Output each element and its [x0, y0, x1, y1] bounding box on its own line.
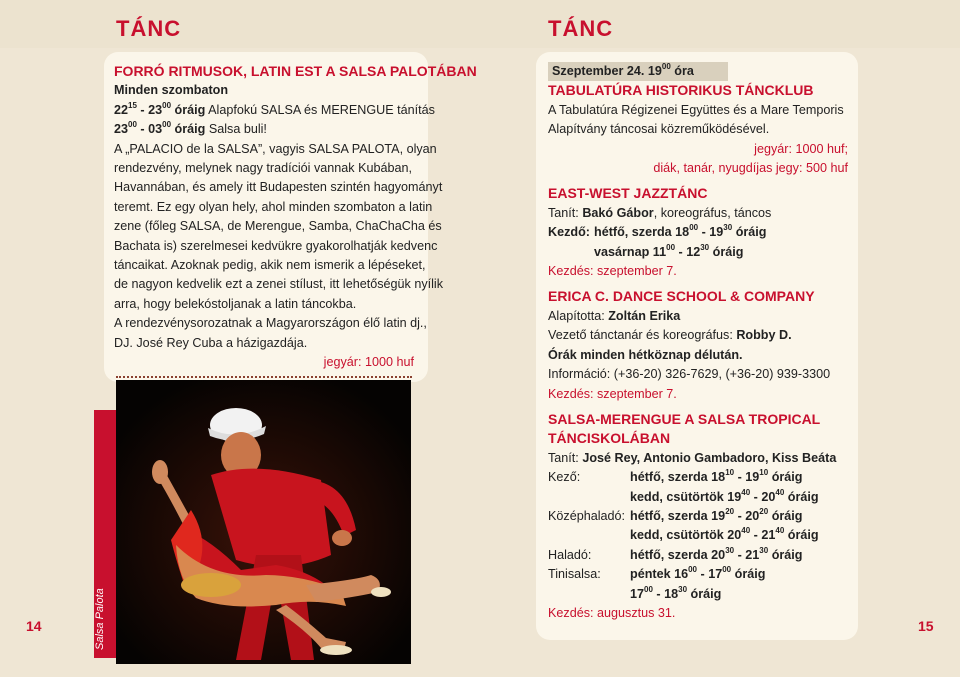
- left-article: [114, 62, 477, 373]
- schedule-row-label: Haladó:: [548, 547, 592, 562]
- salsa-tropical-title-2: TÁNCISKOLÁBAN: [548, 430, 671, 447]
- erica-founder: Alapította: Zoltán Erika: [548, 308, 681, 323]
- sidebar-caption: Salsa Palota: [94, 588, 106, 650]
- erica-lead: Vezető tánctanár és koreográfus: Robby D.: [548, 328, 792, 343]
- schedule-row-time: $17^{00} - 18^{30}$ óráig: [630, 584, 722, 601]
- tabulatura-title: TABULATÚRA HISTORIKUS TÁNCKLUB: [548, 82, 814, 99]
- tabulatura-line: Alapítvány táncosai közreműködésével.: [548, 122, 770, 137]
- schedule-row: [548, 565, 848, 584]
- body-line: rendezvény, melynek nagy tradíciói vannak Kubában,: [114, 161, 413, 176]
- page-number-right: 15: [918, 618, 934, 634]
- article-title: FORRÓ RITMUSOK, LATIN EST A SALSA PALOTÁBAN: [114, 63, 477, 79]
- erica-start: Kezdés: szeptember 7.: [548, 386, 677, 401]
- page-number-left: 14: [26, 618, 42, 634]
- salsa-tropical-title-1: SALSA-MERENGUE A SALSA TROPICAL: [548, 410, 821, 427]
- eastwest-schedule-row: Kezdő: hétfő, szerda $18^{00} - 19^{30}$ óráig: [548, 223, 767, 240]
- dancers-photo: [116, 380, 411, 664]
- body-line: teremt. Ez egy olyan hely, ahol minden szombaton a latin: [114, 199, 433, 214]
- schedule-row: [548, 546, 848, 565]
- body-line: Havannában, és amely itt Budapesten szintén hagyományt: [114, 180, 443, 195]
- salsa-tropical-teachers: Tanít: José Rey, Antonio Gambadoro, Kiss Beáta: [548, 450, 837, 465]
- article-subtitle: Minden szombaton: [114, 83, 229, 98]
- schedule-row: [548, 585, 848, 604]
- dotted-divider: [116, 376, 412, 378]
- body-line: zene (főleg SALSA, de Merengue, Samba, ChaChaCha és: [114, 219, 442, 234]
- body-line: Bachata is) szerelmesei kedvükre gyakorolhatják kedvenc: [114, 238, 438, 253]
- schedule-row-label: Kező:: [548, 470, 581, 485]
- right-page: [480, 0, 960, 677]
- tabulatura-price-reduced: diák, tanár, nyugdíjas jegy: 500 huf: [653, 161, 848, 176]
- schedule-row-time: hétfő, szerda $20^{30} - 21^{30}$ óráig: [630, 545, 803, 562]
- erica-info: Információ: (+36-20) 326-7629, (+36-20) 939-3300: [548, 367, 831, 382]
- schedule-row: [548, 526, 848, 545]
- schedule-row: [548, 468, 848, 487]
- schedule-row-time: kedd, csütörtök $19^{40} - 20^{40}$ óráig: [630, 487, 819, 504]
- schedule-row-label: Középhaladó:: [548, 508, 626, 523]
- salsa-tropical-start: Kezdés: augusztus 31.: [548, 605, 676, 620]
- schedule-row-time: kedd, csütörtök $20^{40} - 21^{40}$ óráig: [630, 526, 819, 543]
- body-line: arra, hogy belekóstoljanak a latin táncokba.: [114, 296, 357, 311]
- schedule-line-2: $23^{00} - 03^{00}$ óráig Salsa buli!: [114, 120, 267, 137]
- schedule-row-time: péntek $16^{00} - 17^{00}$ óráig: [630, 565, 766, 582]
- salsa-dancers-illustration: [116, 380, 411, 664]
- eastwest-start: Kezdés: szeptember 7.: [548, 264, 677, 279]
- body-line: de nagyon kedvelik ezt a zenei stílust, itt lehetőségük nyílik: [114, 277, 444, 292]
- tabulatura-price: jegyár: 1000 huf;: [754, 141, 848, 156]
- schedule-row-label: [548, 488, 630, 507]
- eastwest-title: EAST-WEST JAZZTÁNC: [548, 185, 708, 202]
- salsa-tropical-schedule: [548, 468, 848, 604]
- schedule-row-time: hétfő, szerda $19^{20} - 20^{20}$ óráig: [630, 506, 803, 523]
- schedule-row-label: Tinisalsa:: [548, 567, 601, 582]
- right-listings: [548, 62, 848, 623]
- schedule-row: [548, 488, 848, 507]
- schedule-line-1: $22^{15} - 23^{00}$ óráig Alapfokú SALSA és MERENGUE tánítás: [114, 100, 435, 117]
- left-heading: TÁNC: [116, 16, 182, 41]
- body-line: táncaikat. Azoknak pedig, akik nem ismerik a lépéseket,: [114, 258, 426, 273]
- body-line: A rendezvénysorozatnak a Magyarországon élő latin dj.,: [114, 316, 427, 331]
- schedule-row-label: [548, 585, 630, 604]
- erica-hours: Órák minden hétköznap délután.: [548, 347, 743, 362]
- right-heading: TÁNC: [548, 16, 614, 41]
- schedule-row: [548, 507, 848, 526]
- body-line: A „PALACIO de la SALSA”, vagyis SALSA PALOTA, olyan: [114, 141, 437, 156]
- schedule-row-time: hétfő, szerda $18^{10} - 19^{10}$ óráig: [630, 468, 803, 485]
- tabulatura-line: A Tabulatúra Régizenei Együttes és a Mare Temporis: [548, 102, 844, 117]
- ticket-price: jegyár: 1000 huf: [323, 355, 414, 370]
- eastwest-teacher: Tanít: Bakó Gábor, koreográfus, táncos: [548, 205, 772, 220]
- left-header-band: [0, 0, 480, 48]
- eastwest-schedule-row: vasárnap $11^{00} - 12^{30}$ óráig: [594, 242, 744, 259]
- body-line: DJ. José Rey Cuba a házigazdája.: [114, 335, 308, 350]
- photo-caption-sidebar: [94, 410, 116, 658]
- erica-title: ERICA C. DANCE SCHOOL & COMPANY: [548, 288, 815, 305]
- schedule-row-label: [548, 526, 630, 545]
- event-date: Szeptember 24. $19^{00}$ óra: [548, 62, 848, 81]
